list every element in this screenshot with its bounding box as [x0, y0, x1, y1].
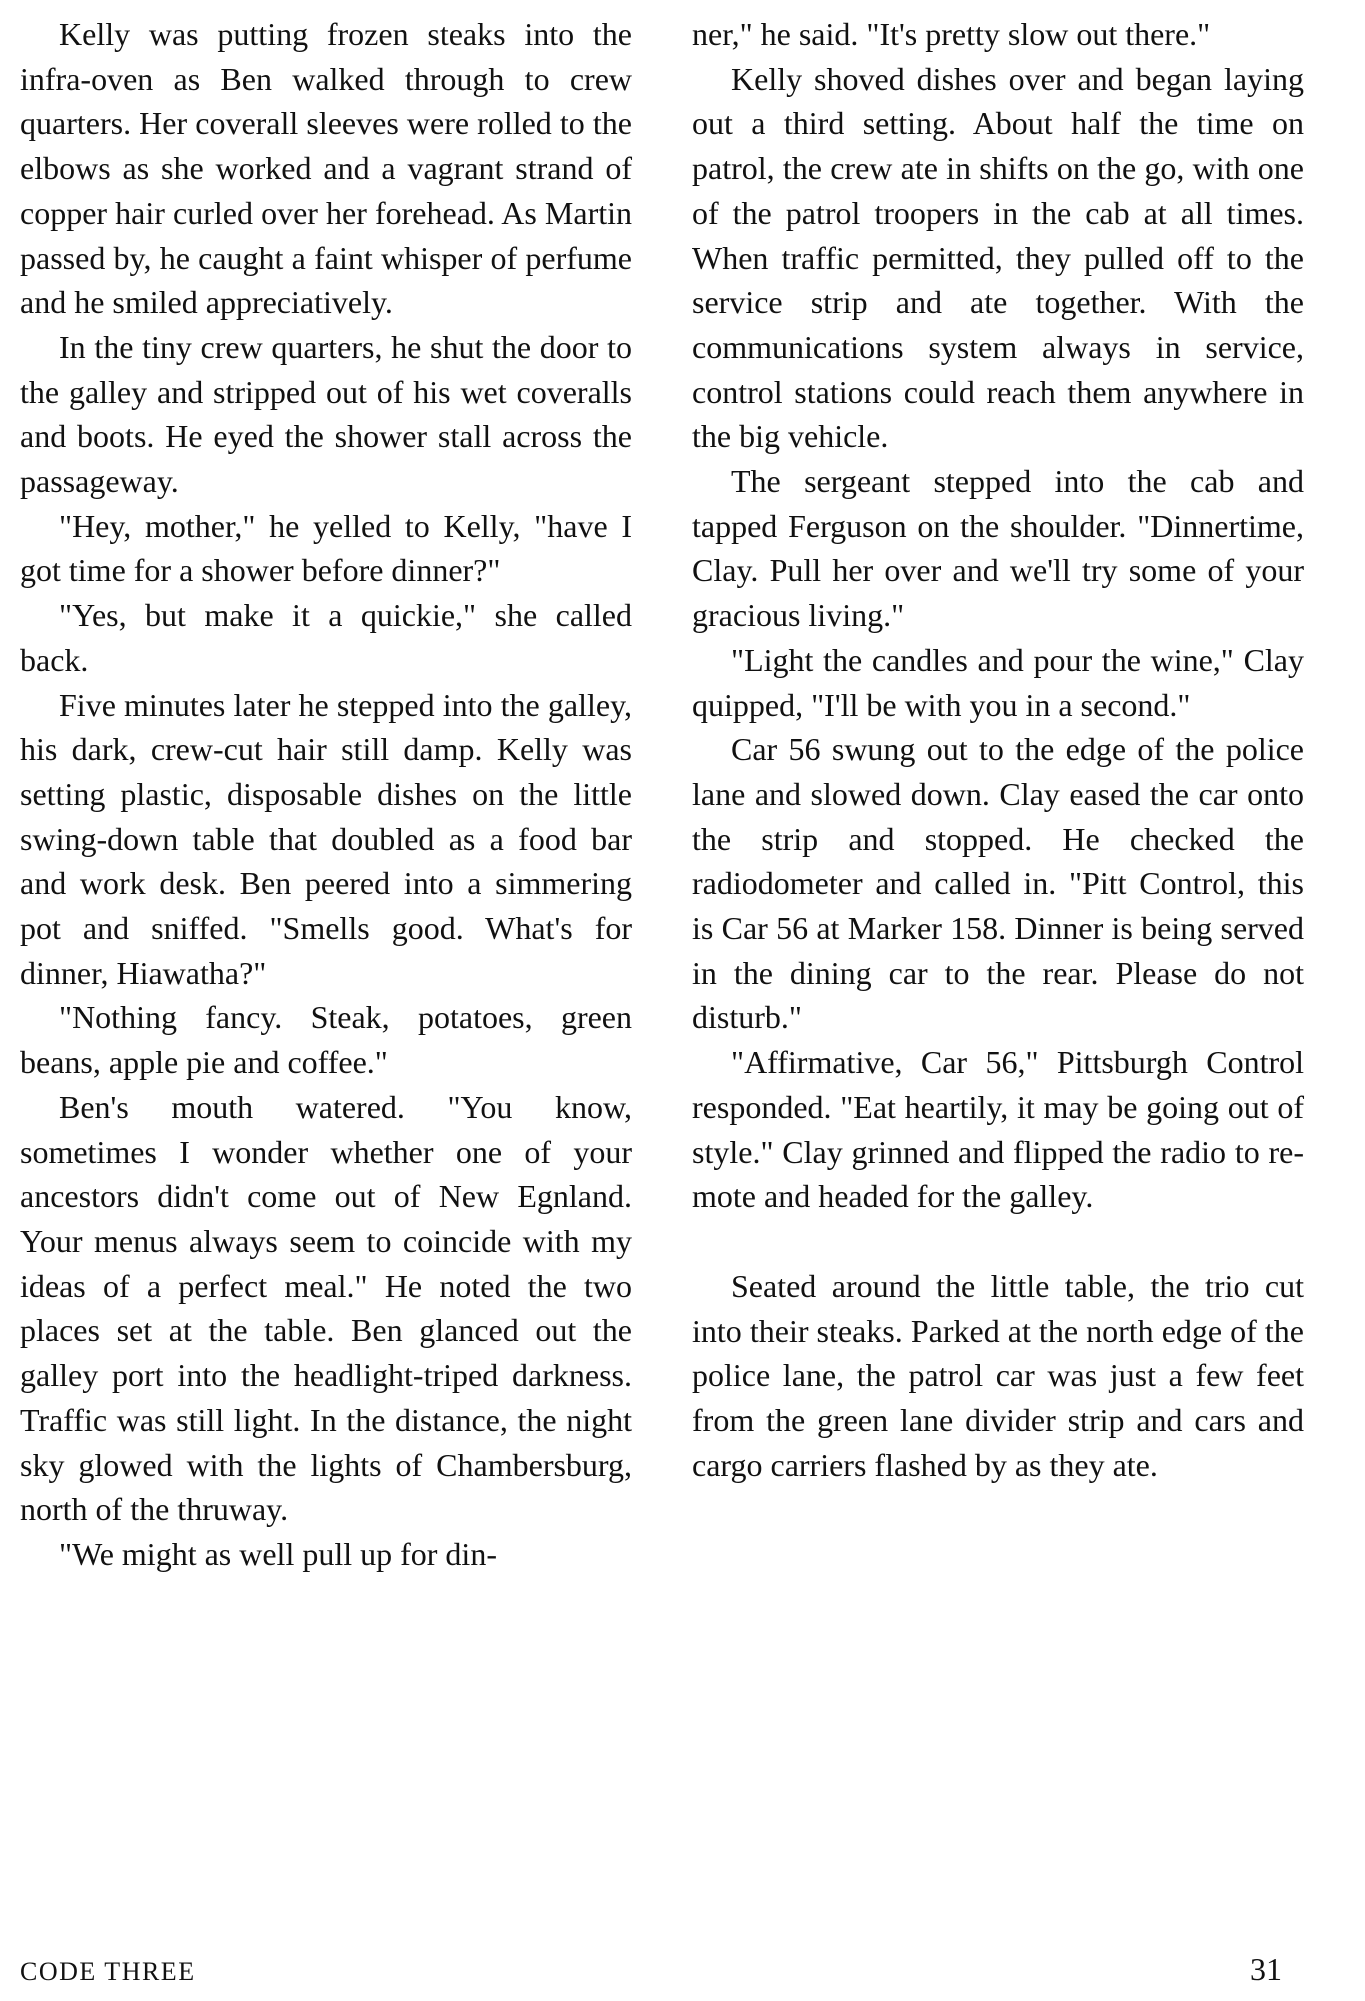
page-number: 31	[1250, 1951, 1282, 1987]
paragraph: "We might as well pull up for din-	[59, 1535, 497, 1572]
paragraph: "Hey, mother," he yelled to Kelly, "have I got time for a shower before dinner?"	[20, 507, 632, 589]
paragraph: Car 56 swung out to the edge of the police lane and slowed down. Clay eased the car onto the strip and stopped. He checked the radiodometer and called in. "Pitt Control, this is Car 56 at Marker 158. Dinner is being served in the dining car to the rear. Please do not disturb."	[692, 731, 1304, 1036]
paragraph: Five minutes later he stepped into the galley, his dark, crew-cut hair still damp. Kelly was setting plastic, disposable dishes on the little swing-down table that doubled as a food bar and work desk. Ben peered into a simmering pot and sniffed. "Smells good. What's for dinner, Hiawatha?"	[20, 686, 632, 991]
paragraph: The sergeant stepped into the cab and tapped Ferguson on the shoulder. "Dinnertime, Clay. Pull her over and we'll try some of your gracious living."	[692, 463, 1304, 634]
running-title: CODE THREE	[20, 1957, 196, 1986]
paragraph: "Nothing fancy. Steak, potatoes, green beans, apple pie and coffee."	[20, 999, 632, 1081]
paragraph: "Light the candles and pour the wine," Clay quipped, "I'll be with you in a second."	[692, 641, 1304, 723]
left-text-column	[20, 12, 632, 1577]
paragraph: Seated around the little table, the trio cut into their steaks. Parked at the north edge of the police lane, the patrol car was just a few feet from the green lane divider strip and cars and cargo carriers flashed by as they ate.	[692, 1267, 1304, 1483]
continued-paragraph: ner," he said. "It's pretty slow out there."	[692, 16, 1211, 52]
paragraph: "Affirmative, Car 56," Pittsburgh Control responded. "Eat heartily, it may be going out of style." Clay grinned and flipped the radio to remote and headed for the galley.	[692, 1044, 1304, 1215]
section-break	[692, 1219, 1304, 1264]
paragraph: Ben's mouth watered. "You know, sometimes I wonder whether one of your ancestors didn't come out of New Egnland. Your menus always seem to coincide with my ideas of a perfect meal." He noted the two places set at the table. Ben glanced out the galley port into the headlight-triped darkness. Traffic was still light. In the distance, the night sky glowed with the lights of Chambersburg, north of the thruway.	[20, 1088, 632, 1528]
paragraph: Kelly shoved dishes over and began laying out a third setting. About half the time on patrol, the crew ate in shifts on the go, with one of the patrol troopers in the cab at all times. When traffic permitted, they pulled off to the service strip and ate together. With the communications system always in service, control stations could reach them anywhere in the big vehicle.	[692, 60, 1304, 455]
paragraph: In the tiny crew quarters, he shut the door to the galley and stripped out of his wet coveralls and boots. He eyed the shower stall across the passageway.	[20, 328, 632, 500]
paragraph: "Yes, but make it a quickie," she called back.	[20, 597, 632, 678]
right-text-column	[692, 12, 1304, 1488]
paragraph: Kelly was putting frozen steaks into the infra-oven as Ben walked through to crew quarters. Her coverall sleeves were rolled to the elbows as she worked and a vagrant strand of copper hair curled over her forehead. As Martin passed by, he caught a faint whisper of perfume and he smiled appreciatively.	[20, 16, 632, 321]
